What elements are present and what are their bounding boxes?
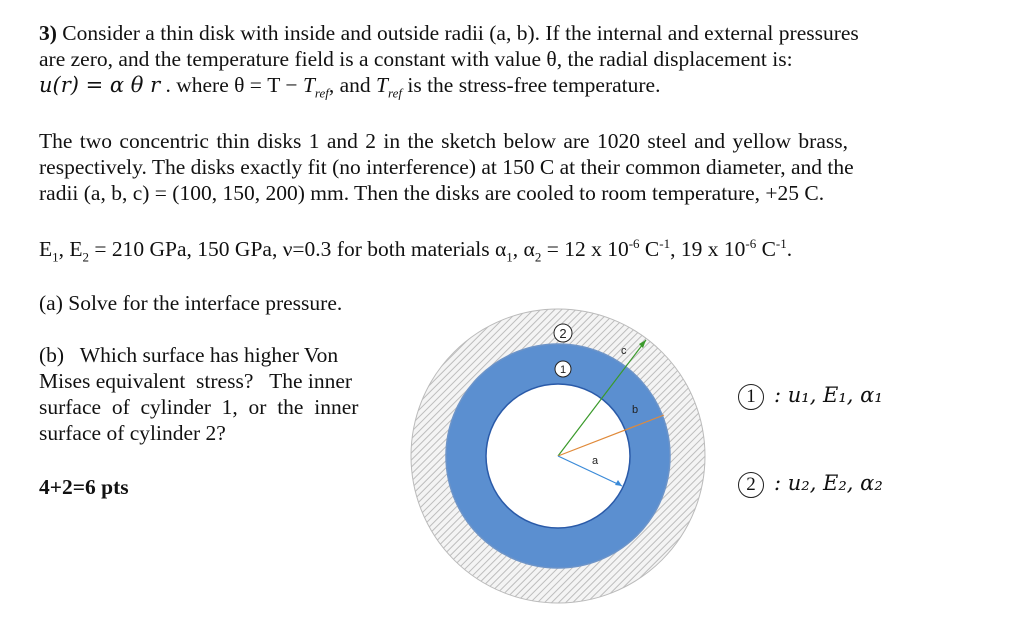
legend-item-2 <box>738 470 883 498</box>
problem-line-1-text: Consider a thin disk with inside and outside radii (a, b). If the internal and external pressures <box>56 21 859 45</box>
legend-item-1 <box>738 382 883 410</box>
label-c: c <box>621 345 627 357</box>
label-a: a <box>592 455 599 467</box>
props-sup: -6 <box>745 235 757 251</box>
legend-2-text: : u₂, E₂, α₂ <box>774 471 883 495</box>
part-a: (a) Solve for the interface pressure. <box>39 291 343 315</box>
tref-symbol: T <box>302 73 315 97</box>
concentric-disks-diagram <box>410 298 710 610</box>
problem-number: 3) <box>39 21 57 45</box>
displacement-equation: u(r) = α θ r <box>39 73 161 97</box>
part-b-line-1: (b) Which surface has higher Von <box>39 343 339 367</box>
legend-2-number: 2 <box>738 472 764 498</box>
props-part: E <box>39 237 53 261</box>
paragraph-2-line-3: radii (a, b, c) = (100, 150, 200) mm. Then the disks are cooled to room temperature, +25 C. <box>39 181 825 205</box>
legend-1-text: : u₁, E₁, α₁ <box>774 383 883 407</box>
label-1-text: 1 <box>559 364 567 376</box>
props-sup: -6 <box>628 235 640 251</box>
stress-free-text: is the stress-free temperature. <box>401 73 661 97</box>
problem-line-3 <box>39 72 661 101</box>
material-properties <box>39 235 793 265</box>
theta-definition: . where θ = T − <box>160 73 303 97</box>
legend-1-number: 1 <box>738 384 764 410</box>
label-2-text: 2 <box>559 326 567 341</box>
props-sub: 2 <box>82 249 90 265</box>
props-sub: 1 <box>52 249 59 265</box>
props-part: = 12 x 10 <box>541 237 629 261</box>
paragraph-2-line-1: The two concentric thin disks 1 and 2 in the sketch below are 1020 steel and yellow brass, <box>39 129 848 153</box>
props-sup: -1 <box>775 235 787 251</box>
props-part: C <box>639 237 660 261</box>
props-sub: 2 <box>534 249 542 265</box>
paragraph-2-line-2: respectively. The disks exactly fit (no interference) at 150 C at their common diameter, and the <box>39 155 854 179</box>
tref-subscript: ref <box>314 85 329 101</box>
props-part: , α <box>512 237 535 261</box>
props-part: , E <box>58 237 83 261</box>
props-part: = 210 GPa, 150 GPa, ν=0.3 for both materials α <box>89 237 507 261</box>
part-b-line-4: surface of cylinder 2? <box>39 421 226 445</box>
props-sup: -1 <box>659 235 671 251</box>
props-part: , 19 x 10 <box>670 237 746 261</box>
problem-line-1 <box>39 20 859 46</box>
tref-symbol-2: T <box>376 73 389 97</box>
problem-line-2: are zero, and the temperature field is a constant with value θ, the radial displacement is: <box>39 47 793 71</box>
tref-subscript-2: ref <box>388 85 402 101</box>
props-part: . <box>786 237 793 261</box>
props-part: C <box>756 237 776 261</box>
and-text: , and <box>328 73 377 97</box>
part-b-line-3: surface of cylinder 1, or the inner <box>39 395 359 419</box>
props-sub: 1 <box>506 249 513 265</box>
points-label: 4+2=6 pts <box>39 475 129 499</box>
label-b: b <box>632 404 639 416</box>
part-b-line-2: Mises equivalent stress? The inner <box>39 369 353 393</box>
